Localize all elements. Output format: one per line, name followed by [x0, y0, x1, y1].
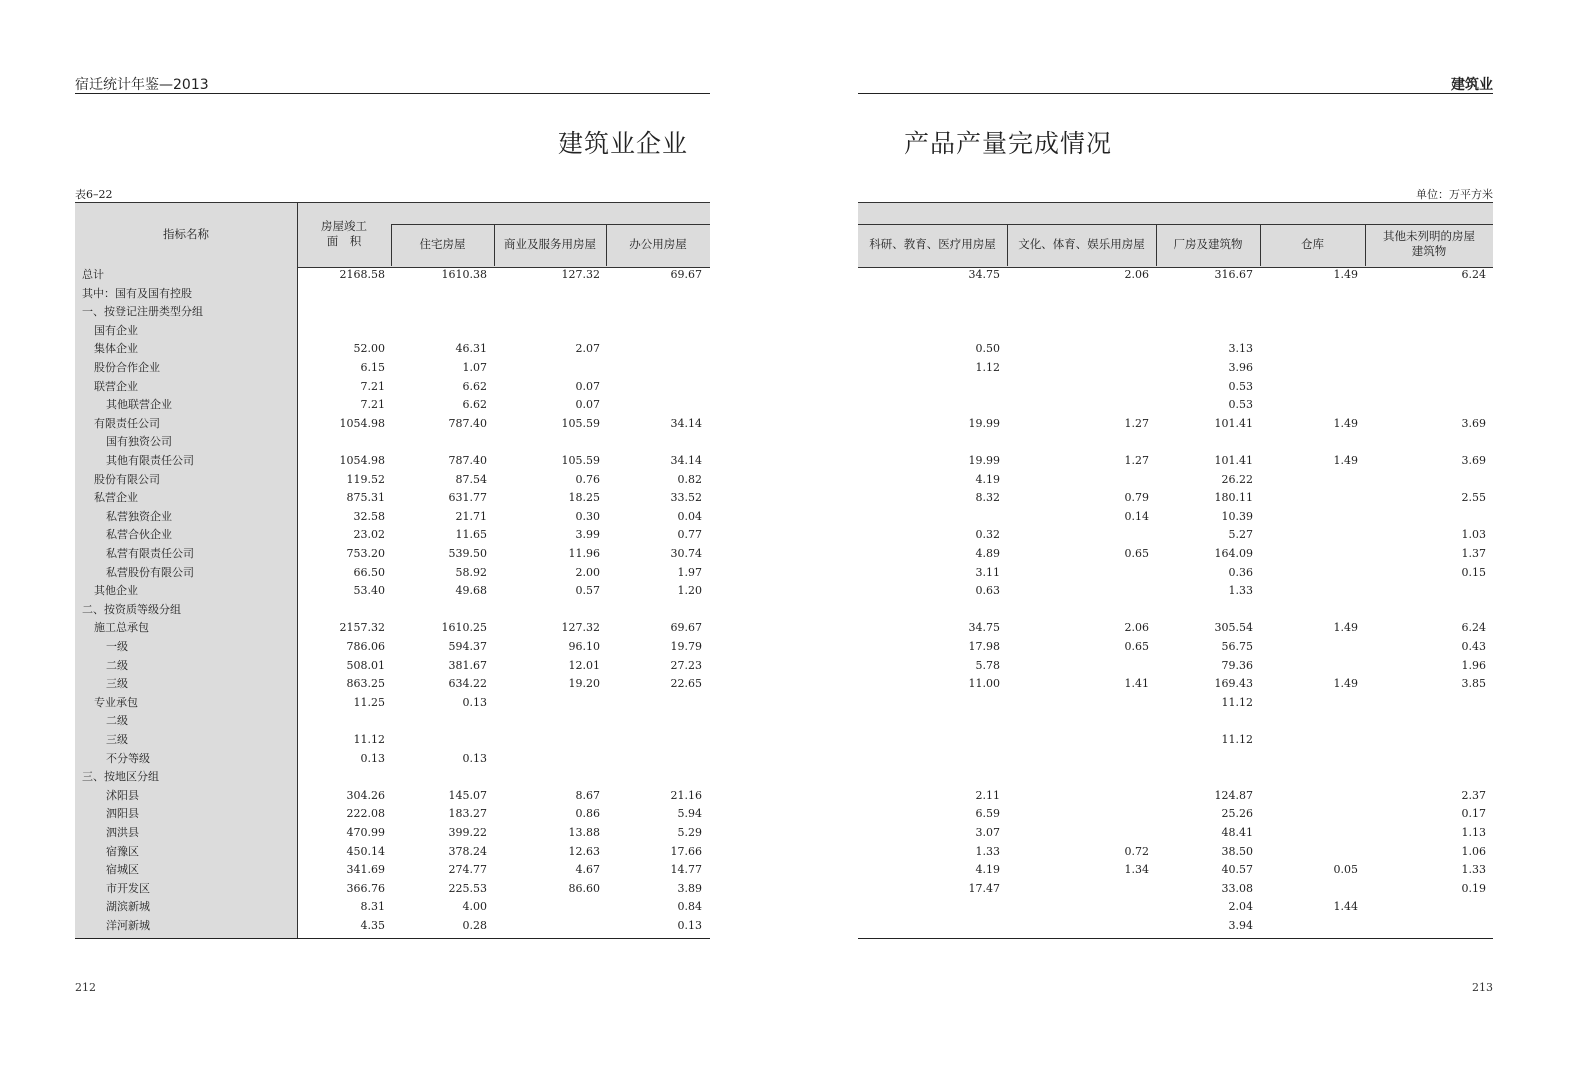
row-value: 274.77: [448, 863, 487, 877]
row-label: 三级: [106, 733, 128, 746]
row-value: 56.75: [1221, 640, 1253, 653]
row-value: 1.97: [677, 565, 702, 579]
row-value: 10.39: [1221, 509, 1253, 523]
row-value: 11.25: [353, 695, 385, 709]
row-value: 0.17: [1461, 807, 1486, 821]
row-value: 27.23: [670, 658, 702, 672]
row-label: 宿豫区: [106, 844, 139, 858]
row-value: 145.07: [448, 788, 487, 802]
row-value: 21.16: [670, 788, 702, 802]
row-value: 0.36: [1228, 565, 1253, 579]
row-label: 其他联营企业: [106, 398, 172, 412]
row-label: 其他企业: [94, 584, 138, 598]
row-value: 0.13: [462, 751, 487, 765]
row-value: 8.67: [575, 788, 600, 802]
row-value: 1.41: [1124, 677, 1149, 691]
row-value: 183.27: [448, 807, 487, 821]
row-value: 8.32: [975, 491, 1000, 505]
row-value: 13.88: [568, 826, 600, 839]
col-header-commercial: 商业及服务用房屋: [504, 237, 596, 251]
row-value: 1.44: [1333, 900, 1358, 914]
table-row: [0, 378, 1587, 397]
row-value: 366.76: [346, 881, 385, 895]
row-value: 69.67: [670, 621, 702, 635]
table-row: [0, 285, 1587, 304]
row-value: 316.67: [1214, 268, 1253, 281]
col-header-factory: 厂房及建筑物: [1173, 237, 1243, 251]
row-value: 6.24: [1461, 268, 1486, 281]
row-value: 753.20: [346, 547, 385, 560]
row-value: 399.22: [448, 826, 487, 839]
row-label: 不分等级: [106, 751, 150, 765]
row-value: 17.47: [968, 881, 1000, 895]
col-header-total-line1: 房屋竣工: [321, 219, 367, 233]
row-label: 一级: [106, 640, 128, 653]
row-value: 1.27: [1124, 454, 1149, 467]
row-value: 164.09: [1214, 547, 1253, 560]
row-label: 总计: [82, 268, 104, 281]
table-row: [0, 471, 1587, 490]
table-row: [0, 396, 1587, 415]
row-value: 1.12: [975, 361, 1000, 374]
row-value: 119.52: [346, 472, 385, 486]
row-value: 0.32: [975, 528, 1000, 542]
row-value: 222.08: [346, 807, 385, 821]
row-value: 11.96: [568, 547, 600, 560]
row-value: 46.31: [455, 342, 487, 356]
row-value: 3.69: [1461, 416, 1486, 430]
row-label: 集体企业: [94, 342, 138, 356]
table-row: [0, 824, 1587, 843]
row-value: 4.67: [575, 863, 600, 877]
col-header-name: 指标名称: [163, 227, 209, 241]
row-value: 7.21: [360, 379, 385, 393]
row-value: 22.65: [670, 677, 702, 691]
row-value: 508.01: [346, 658, 385, 672]
row-value: 5.94: [677, 807, 702, 821]
row-value: 378.24: [448, 844, 487, 858]
row-value: 101.41: [1214, 416, 1253, 430]
row-label: 一、按登记注册类型分组: [82, 305, 203, 319]
row-value: 1.37: [1461, 547, 1486, 560]
row-value: 1.33: [1461, 863, 1486, 877]
row-value: 0.13: [360, 751, 385, 765]
row-value: 1054.98: [339, 454, 385, 467]
row-value: 0.86: [575, 807, 600, 821]
row-value: 2.11: [975, 788, 1000, 802]
table-row: [0, 489, 1587, 508]
row-label: 有限责任公司: [94, 416, 160, 430]
row-label: 宿城区: [106, 863, 139, 877]
row-value: 7.21: [360, 398, 385, 412]
row-value: 0.28: [462, 919, 487, 932]
row-value: 0.15: [1461, 565, 1486, 579]
row-value: 53.40: [353, 584, 385, 598]
row-label: 三级: [106, 677, 128, 691]
row-value: 12.63: [568, 844, 600, 858]
table-row: [0, 582, 1587, 601]
row-value: 34.75: [968, 621, 1000, 635]
table-row: [0, 452, 1587, 471]
row-value: 19.79: [670, 640, 702, 653]
row-value: 105.59: [561, 416, 600, 430]
row-value: 0.13: [462, 695, 487, 709]
table-row: [0, 508, 1587, 527]
row-label: 二、按资质等级分组: [82, 602, 181, 616]
row-value: 34.14: [670, 416, 702, 430]
row-value: 4.35: [360, 919, 385, 932]
row-value: 23.02: [353, 528, 385, 542]
row-value: 11.12: [353, 733, 385, 746]
row-value: 1.07: [462, 361, 487, 374]
row-value: 0.65: [1124, 547, 1149, 560]
row-value: 101.41: [1214, 454, 1253, 467]
table-row: [0, 768, 1587, 787]
row-value: 381.67: [448, 658, 487, 672]
page-title-right: 产品产量完成情况: [904, 129, 1113, 158]
row-value: 19.99: [968, 416, 1000, 430]
row-value: 2.04: [1228, 900, 1253, 914]
row-value: 539.50: [448, 547, 487, 560]
running-header-right: 建筑业: [1451, 77, 1493, 93]
row-value: 79.36: [1221, 658, 1253, 672]
row-value: 32.58: [353, 509, 385, 523]
row-label: 洋河新城: [106, 919, 150, 932]
row-value: 30.74: [670, 547, 702, 560]
row-value: 0.82: [677, 472, 702, 486]
row-value: 2168.58: [339, 268, 385, 281]
row-value: 2.37: [1461, 788, 1486, 802]
col-header-warehouse: 仓库: [1301, 237, 1324, 251]
row-label: 二级: [106, 714, 128, 728]
row-value: 0.72: [1124, 844, 1149, 858]
row-value: 38.50: [1221, 844, 1253, 858]
row-value: 3.85: [1461, 677, 1486, 691]
row-value: 787.40: [448, 416, 487, 430]
table-bottom-rule-right: [858, 938, 1493, 939]
row-value: 49.68: [455, 584, 487, 598]
row-value: 3.96: [1228, 361, 1253, 374]
row-label: 国有企业: [94, 323, 138, 337]
page-number-right: 213: [1472, 981, 1493, 994]
row-value: 12.01: [568, 658, 600, 672]
table-row: [0, 898, 1587, 917]
row-label: 私营有限责任公司: [106, 547, 194, 560]
row-value: 305.54: [1214, 621, 1253, 635]
row-value: 33.52: [670, 491, 702, 505]
row-value: 86.60: [568, 881, 600, 895]
row-value: 1.49: [1333, 621, 1358, 635]
page-title-left: 建筑业企业: [558, 129, 689, 158]
row-value: 0.77: [677, 528, 702, 542]
table-row: [0, 303, 1587, 322]
row-label: 专业承包: [94, 695, 138, 709]
row-value: 0.14: [1124, 509, 1149, 523]
row-value: 0.07: [575, 398, 600, 412]
row-label: 其他有限责任公司: [106, 454, 194, 467]
row-value: 450.14: [346, 844, 385, 858]
row-value: 470.99: [346, 826, 385, 839]
row-value: 4.89: [975, 547, 1000, 560]
row-value: 0.19: [1461, 881, 1486, 895]
row-value: 1610.38: [441, 268, 487, 281]
row-value: 25.26: [1221, 807, 1253, 821]
row-value: 1054.98: [339, 416, 385, 430]
row-value: 1.49: [1333, 454, 1358, 467]
table-row: [0, 266, 1587, 285]
row-value: 8.31: [360, 900, 385, 914]
row-value: 34.75: [968, 268, 1000, 281]
row-value: 0.76: [575, 472, 600, 486]
row-value: 4.00: [462, 900, 487, 914]
row-value: 0.30: [575, 509, 600, 523]
row-value: 3.99: [575, 528, 600, 542]
row-value: 3.13: [1228, 342, 1253, 356]
row-value: 3.07: [975, 826, 1000, 839]
row-value: 18.25: [568, 491, 600, 505]
row-label: 股份有限公司: [94, 472, 160, 486]
row-value: 5.29: [677, 826, 702, 839]
row-value: 48.41: [1221, 826, 1253, 839]
row-value: 3.94: [1228, 919, 1253, 932]
row-value: 634.22: [448, 677, 487, 691]
row-value: 33.08: [1221, 881, 1253, 895]
row-value: 225.53: [448, 881, 487, 895]
table-row: [0, 564, 1587, 583]
col-header-total-line2: 面 积: [326, 234, 362, 248]
row-value: 0.53: [1228, 379, 1253, 393]
table-row: [0, 750, 1587, 769]
row-value: 2.06: [1124, 621, 1149, 635]
row-label: 泗洪县: [106, 826, 139, 839]
table-row: [0, 526, 1587, 545]
row-value: 304.26: [346, 788, 385, 802]
row-value: 5.27: [1228, 528, 1253, 542]
row-value: 17.98: [968, 640, 1000, 653]
row-label: 二级: [106, 658, 128, 672]
row-label: 私营企业: [94, 491, 138, 505]
table-row: [0, 787, 1587, 806]
table-row: [0, 415, 1587, 434]
row-value: 34.14: [670, 454, 702, 467]
table-row: [0, 880, 1587, 899]
table-bottom-rule-left: [75, 938, 710, 939]
table-row: [0, 433, 1587, 452]
row-label: 泗阳县: [106, 807, 139, 821]
row-value: 863.25: [346, 677, 385, 691]
row-value: 0.57: [575, 584, 600, 598]
table-row: [0, 712, 1587, 731]
row-value: 4.19: [975, 863, 1000, 877]
row-value: 0.79: [1124, 491, 1149, 505]
row-value: 127.32: [561, 268, 600, 281]
table-row: [0, 601, 1587, 620]
unit-label: 单位：万平方米: [1416, 188, 1493, 201]
col-header-research: 科研、教育、医疗用房屋: [869, 237, 996, 251]
row-value: 2.00: [575, 565, 600, 579]
row-value: 1.03: [1461, 528, 1486, 542]
table-row: [0, 731, 1587, 750]
table-row: [0, 805, 1587, 824]
row-label: 私营合伙企业: [106, 528, 172, 542]
row-value: 3.11: [975, 565, 1000, 579]
row-value: 0.13: [677, 919, 702, 932]
row-value: 3.69: [1461, 454, 1486, 467]
row-label: 联营企业: [94, 379, 138, 393]
row-label: 股份合作企业: [94, 361, 160, 374]
row-value: 6.62: [462, 379, 487, 393]
row-value: 5.78: [975, 658, 1000, 672]
table-row: [0, 340, 1587, 359]
row-value: 787.40: [448, 454, 487, 467]
running-header-left: 宿迁统计年鉴—2013: [75, 77, 209, 93]
row-value: 169.43: [1214, 677, 1253, 691]
row-value: 180.11: [1214, 491, 1253, 505]
row-label: 三、按地区分组: [82, 770, 159, 784]
row-value: 2.07: [575, 342, 600, 356]
header-rule-right: [858, 93, 1493, 94]
row-value: 0.84: [677, 900, 702, 914]
row-value: 1.49: [1333, 677, 1358, 691]
row-value: 341.69: [346, 863, 385, 877]
table-row: [0, 675, 1587, 694]
row-label: 私营股份有限公司: [106, 565, 194, 579]
row-label: 市开发区: [106, 881, 150, 895]
col-header-other-line1: 其他未列明的房屋: [1383, 229, 1475, 243]
row-value: 124.87: [1214, 788, 1253, 802]
row-value: 0.53: [1228, 398, 1253, 412]
row-value: 4.19: [975, 472, 1000, 486]
table-row: [0, 359, 1587, 378]
row-value: 0.50: [975, 342, 1000, 356]
row-value: 631.77: [448, 491, 487, 505]
col-header-residential: 住宅房屋: [419, 237, 466, 251]
row-value: 6.24: [1461, 621, 1486, 635]
row-value: 11.12: [1221, 733, 1253, 746]
row-value: 594.37: [448, 640, 487, 653]
table-row: [0, 694, 1587, 713]
table-row: [0, 917, 1587, 936]
row-value: 40.57: [1221, 863, 1253, 877]
row-value: 0.07: [575, 379, 600, 393]
row-value: 14.77: [670, 863, 702, 877]
row-value: 127.32: [561, 621, 600, 635]
row-value: 52.00: [353, 342, 385, 356]
table-row: [0, 638, 1587, 657]
row-value: 1.33: [1228, 584, 1253, 598]
row-value: 6.15: [360, 361, 385, 374]
page-number-left: 212: [75, 981, 96, 994]
table-row: [0, 843, 1587, 862]
table-id: 表6–22: [75, 188, 113, 201]
row-value: 11.65: [455, 528, 487, 542]
row-label: 国有独资公司: [106, 435, 172, 449]
row-label: 沭阳县: [106, 788, 139, 802]
col-header-office: 办公用房屋: [629, 237, 687, 251]
row-value: 96.10: [568, 640, 600, 653]
row-value: 2.06: [1124, 268, 1149, 281]
row-label: 其中：国有及国有控股: [82, 286, 192, 300]
row-value: 0.05: [1333, 863, 1358, 877]
row-value: 26.22: [1221, 472, 1253, 486]
row-value: 66.50: [353, 565, 385, 579]
row-value: 19.99: [968, 454, 1000, 467]
row-value: 1.20: [677, 584, 702, 598]
row-value: 0.63: [975, 584, 1000, 598]
row-value: 0.43: [1461, 640, 1486, 653]
row-value: 1.96: [1461, 658, 1486, 672]
row-value: 1.34: [1124, 863, 1149, 877]
row-value: 58.92: [455, 565, 487, 579]
row-label: 湖滨新城: [106, 900, 150, 914]
row-value: 21.71: [455, 509, 487, 523]
row-value: 1.49: [1333, 268, 1358, 281]
row-value: 1.06: [1461, 844, 1486, 858]
row-value: 17.66: [670, 844, 702, 858]
subheader-rule-left: [391, 224, 710, 225]
row-value: 1.27: [1124, 416, 1149, 430]
row-value: 69.67: [670, 268, 702, 281]
table-row: [0, 861, 1587, 880]
row-label: 私营独资企业: [106, 509, 172, 523]
row-value: 2157.32: [339, 621, 385, 635]
row-value: 1.33: [975, 844, 1000, 858]
row-value: 11.00: [968, 677, 1000, 691]
subheader-rule-right: [858, 224, 1493, 225]
row-value: 875.31: [346, 491, 385, 505]
row-value: 105.59: [561, 454, 600, 467]
row-value: 3.89: [677, 881, 702, 895]
col-header-other-line2: 建筑物: [1411, 244, 1447, 258]
table-row: [0, 545, 1587, 564]
table-row: [0, 619, 1587, 638]
header-rule-left: [75, 93, 710, 94]
row-value: 19.20: [568, 677, 600, 691]
row-label: 施工总承包: [94, 621, 149, 635]
table-row: [0, 657, 1587, 676]
table-row: [0, 322, 1587, 341]
row-value: 87.54: [455, 472, 487, 486]
row-value: 6.59: [975, 807, 1000, 821]
row-value: 1.13: [1461, 826, 1486, 839]
row-value: 1.49: [1333, 416, 1358, 430]
col-header-culture: 文化、体育、娱乐用房屋: [1018, 237, 1145, 251]
row-value: 0.04: [677, 509, 702, 523]
row-value: 6.62: [462, 398, 487, 412]
row-value: 1610.25: [441, 621, 487, 635]
row-value: 2.55: [1461, 491, 1486, 505]
row-value: 11.12: [1221, 695, 1253, 709]
row-value: 786.06: [346, 640, 385, 653]
row-value: 0.65: [1124, 640, 1149, 653]
